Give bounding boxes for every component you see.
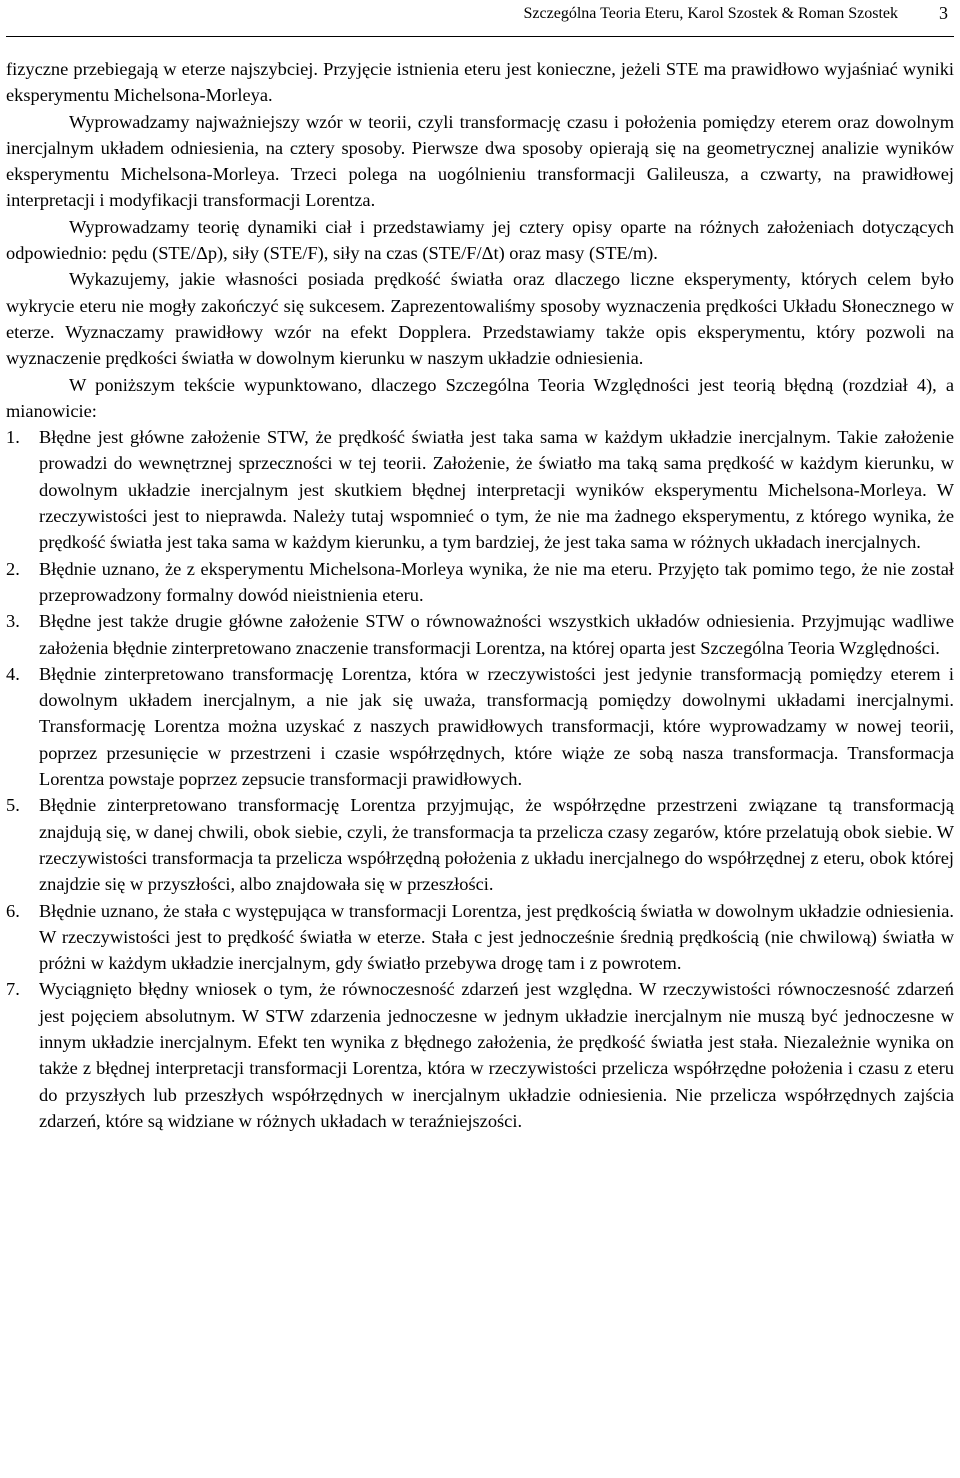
list-item-number: 7. <box>6 979 20 1000</box>
list-item-number: 1. <box>6 427 20 448</box>
list-item <box>6 661 954 792</box>
running-header <box>0 3 950 27</box>
header-title: Szczególna Teoria Eteru, Karol Szostek & Roman Szostek <box>523 5 898 22</box>
list-item <box>6 556 954 609</box>
list-item-text: Błędnie zinterpretowano transformację Lorentza przyjmując, że współrzędne przestrzeni związane tą transformacją znajdują się, w danej chwili, obok siebie, czyli, że transformacja ta przelicza czasy zegarów, które przelatują obok siebie. W rzeczywistości transformacja ta przelicza współrzędną położenia z układu inercjalnego do współrzędnej z eteru, obok której znajdzie się w przyszłości, albo znajdowała się w przeszłości. <box>39 795 954 895</box>
list-item-text: Błędne jest główne założenie STW, że prędkość światła jest taka sama w każdym układzie inercjalnym. Takie założenie prowadzi do wewnętrznej sprzeczności w tej teorii. Założenie, że światło ma taką sama prędkość w każdym kierunku, w dowolnym układzie inercjalnym jest skutkiem błędnej interpretacji wyników eksperymentu Michelsona-Morleya. W rzeczywistości jest to nieprawda. Należy tutaj wspomnieć o tym, że nie ma żadnego eksperymentu, z którego wynika, że prędkość światła jest taka sama w każdym kierunku, a tym bardziej, że jest taka sama w różnych układach inercjalnych. <box>39 427 954 553</box>
list-item <box>6 898 954 977</box>
paragraph: Wyprowadzamy najważniejszy wzór w teorii, czyli transformację czasu i położenia pomiędzy eterem oraz dowolnym inercjalnym układem odniesienia, na cztery sposoby. Pierwsze dwa sposoby opierają się na geometrycznej analizie wyników eksperymentu Michelsona-Morleya. Trzeci polega na uogólnieniu transformacji Galileusza, a czwarty, na prawidłowej interpretacji i modyfikacji transformacji Lorentza. <box>6 111 954 211</box>
list-item <box>6 424 954 555</box>
list-item-text: Błędne jest także drugie główne założenie STW o równoważności wszystkich układów odniesienia. Przyjmując wadliwe założenia błędnie zinterpretowano znaczenie transformacji Lorentza, na której oparta jest Szczególna Teoria Względności. <box>39 611 954 658</box>
list-item-text: Błędnie zinterpretowano transformację Lorentza, która w rzeczywistości jest jedynie transformacją pomiędzy eterem i dowolnym układem inercjalnym, a nie jak się uważa, transformacją pomiędzy dowolnymi układami inercjalnymi. Transformację Lorentza można uzyskać z naszych prawidłowych transformacji, które wyprowadzamy w nowej teorii, poprzez przesunięcie w przestrzeni i czasie współrzędnych, które wiąże ze sobą nasza transformacja. Transformacja Lorentza powstaje poprzez zepsucie transformacji prawidłowych. <box>39 663 954 790</box>
page-number: 3 <box>939 3 948 23</box>
numbered-list <box>6 424 954 1134</box>
list-item-number: 5. <box>6 795 20 816</box>
list-item-number: 4. <box>6 663 20 684</box>
list-item-number: 3. <box>6 611 20 632</box>
list-item-number: 2. <box>6 558 20 579</box>
paragraph: Wyprowadzamy teorię dynamiki ciał i przedstawiamy jej cztery opisy oparte na różnych założeniach dotyczących odpowiednio: pędu (STE/Δp), siły (STE/F), siły na czas (STE/F/Δt) oraz masy (STE/m). <box>6 216 954 264</box>
paragraph-continuation: fizyczne przebiegają w eterze najszybciej. Przyjęcie istnienia eteru jest konieczne, jeżeli STE ma prawidłowo wyjaśniać wyniki eksperymentu Michelsona-Morleya. <box>6 59 954 106</box>
document-body <box>6 56 954 1134</box>
list-item-number: 6. <box>6 900 20 921</box>
list-item <box>6 608 954 661</box>
list-item <box>6 792 954 897</box>
paragraph: W poniższym tekście wypunktowano, dlaczego Szczególna Teoria Względności jest teorią błędną (rozdział 4), a mianowicie: <box>6 374 954 421</box>
list-item-text: Błędnie uznano, że stała c występująca w transformacji Lorentza, jest prędkością światła w dowolnym układzie odniesienia. W rzeczywistości jest to prędkość światła w eterze. Stała c jest jednocześnie średnią prędkością (nie chwilową) światła w próżni w każdym układzie inercjalnym, gdy światło przebywa drogę tam i z powrotem. <box>39 900 954 974</box>
paragraph: Wykazujemy, jakie własności posiada prędkość światła oraz dlaczego liczne eksperymenty, których celem było wykrycie eteru nie mogły zakończyć się sukcesem. Zaprezentowaliśmy sposoby wyznaczenia prędkości Układu Słonecznego w eterze. Wyznaczamy prawidłowy wzór na efekt Dopplera. Przedstawiamy także opis eksperymentu, który pozwoli na wyznaczenie prędkości światła w dowolnym kierunku w naszym układzie odniesienia. <box>6 269 954 369</box>
list-item-text: Błędnie uznano, że z eksperymentu Michelsona-Morleya wynika, że nie ma eteru. Przyjęto tak pomimo tego, że nie został przeprowadzony formalny dowód nieistnienia eteru. <box>39 558 954 605</box>
list-item-text: Wyciągnięto błędny wniosek o tym, że równoczesność zdarzeń jest względna. W rzeczywistości równoczesność zdarzeń jest pojęciem absolutnym. W STW zdarzenia jednoczesne w jednym układzie inercjalnym nie muszą być jednoczesne w innym układzie inercjalnym. Efekt ten wynika z błędnego założenia, że prędkość światła jest stała. Niezależnie wynika on także z błędnej interpretacji transformacji Lorentza, która w rzeczywistości przelicza współrzędne położenia i czasu z eteru do przyszłych lub przeszłych współrzędnych w inercjalnym układzie odniesienia. Nie przelicza współrzędnych zajścia zdarzeń, które są widziane w różnych układach w teraźniejszości. <box>39 979 954 1131</box>
list-item <box>6 976 954 1134</box>
header-divider <box>6 36 954 37</box>
